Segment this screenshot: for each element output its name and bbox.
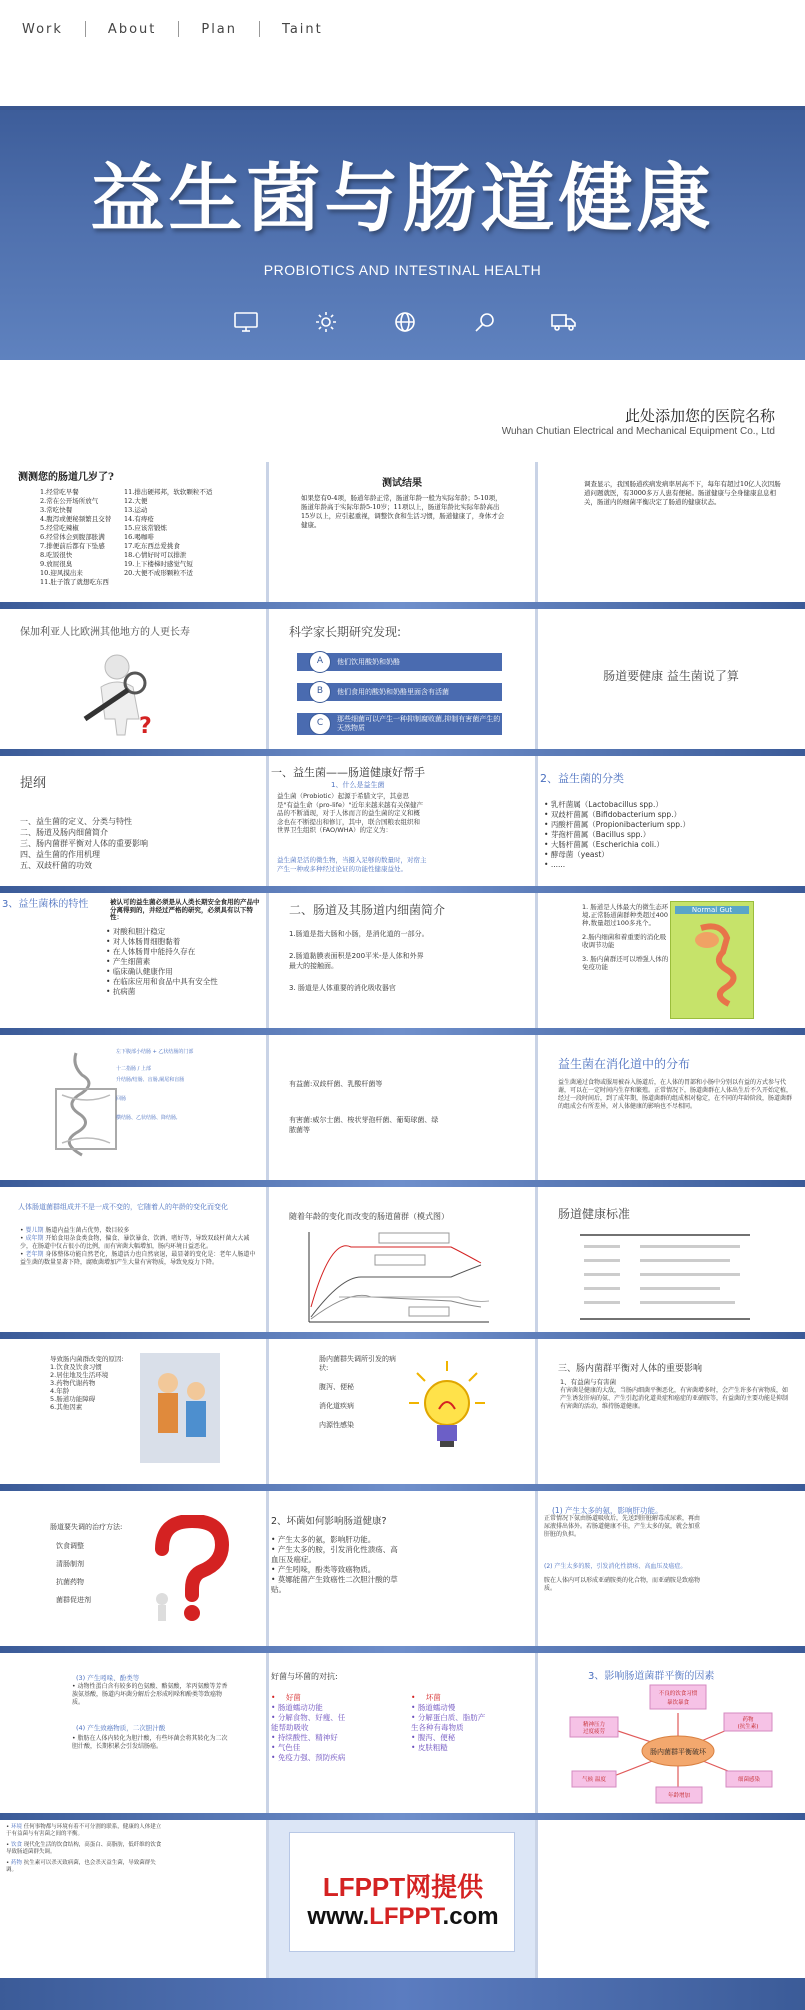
age-item: • 老年期 身体整体功能自然老化，肠道活力也自然衰退，最显著的变化是：老年人肠道中益生菌的数量显著下降，腐败菌增加产生大量有害物质，导致免疫力下降。 bbox=[20, 1251, 256, 1266]
slide-environment-factors[interactable] bbox=[0, 1820, 266, 1978]
list-item-text: 产生吲哚，酚类等致癌物质。 bbox=[277, 1565, 376, 1574]
slide-title: 人体肠道菌群组成并不是一成不变的，它随着人的年龄的变化而变化 bbox=[18, 1203, 228, 1211]
traits-list bbox=[106, 927, 264, 997]
list-item-text: 丙酸杆菌属（Propionibacterium spp.） bbox=[550, 820, 690, 829]
list-item: • 丙酸杆菌属（Propionibacterium spp.） bbox=[544, 820, 690, 829]
list-item: • 在人体肠胃中能持久存在 bbox=[106, 947, 196, 956]
url-suffix: .com bbox=[442, 1903, 499, 1930]
list-item-text: 坏菌 bbox=[425, 1693, 441, 1702]
slide-title: 3、影响肠道菌群平衡的因素 bbox=[588, 1671, 715, 1682]
age-text: 肠道内益生菌占优势，数目较多 bbox=[45, 1227, 130, 1234]
factor-text: 现代化生活的饮食结构，高蛋白、高脂肪，低纤维的饮食导致肠道菌群失调。 bbox=[6, 1842, 162, 1855]
slide-title: 好菌与坏菌的对抗: bbox=[271, 1672, 338, 1681]
slide-subtitle: 1、什么是益生菌 bbox=[331, 781, 385, 789]
quiz-item: 9.放屁很臭 bbox=[40, 560, 73, 568]
treatment-item: 清肠制剂 bbox=[56, 1560, 84, 1568]
credit-line-1: LFPPT网提供 bbox=[322, 1872, 484, 1902]
slide-age-flora-change[interactable] bbox=[0, 1187, 266, 1332]
slide-body: 益生菌（Probiotic）起源于希腊文字，其意思是"有益生命（pro-life）"近年来越来越有关保健产品的不断涌现，对于人体而言的益生菌的定义和概念也在不断提出和修订，其中，联合国粮农组织和世界卫生组织（FAO/WHA）的定义为： bbox=[277, 792, 423, 834]
slide-flora-balance-impact[interactable] bbox=[538, 1339, 804, 1484]
good-bacteria-list bbox=[271, 1693, 346, 1763]
fact-item: 1. 肠道是人体最大的微生态环境,正常肠道菌群种类超过400种,数量超过100多兆个。 bbox=[582, 903, 669, 927]
quiz-item: 3.常吃快餐 bbox=[40, 506, 73, 514]
factor-term: 环境 bbox=[11, 1824, 23, 1830]
svg-text:?: ? bbox=[139, 714, 152, 739]
slide-gut-microbiota[interactable] bbox=[538, 893, 804, 1028]
symptom-item: 消化道疾病 bbox=[319, 1402, 354, 1410]
list-item: • 皮肤粗糙 bbox=[411, 1743, 448, 1752]
row-divider bbox=[0, 749, 805, 756]
slide-probiotic-definition[interactable] bbox=[269, 756, 535, 886]
cause-item: 4.年龄 bbox=[50, 1387, 70, 1395]
list-item-text: 双歧杆菌属（Bifidobacterium spp.） bbox=[550, 810, 682, 819]
slide-highlight: 益生菌是活的微生物，当摄入足够的数量时，对宿主产生一种或多种经过论证的功能性健康益处。 bbox=[277, 856, 427, 873]
list-item: • 乳杆菌属（Lactobacillus spp.） bbox=[544, 800, 663, 809]
factor-label: (抗生素) bbox=[737, 1724, 759, 1730]
slide-probiotic-distribution[interactable] bbox=[538, 1035, 804, 1180]
slide-body: 正常情况下氨由肠道吸收后，先送到肝脏解毒成尿素，再由尿液排出体外。若肠道健康不佳，产生太多的氨，就会加重肝脏的负担。 bbox=[544, 1515, 701, 1538]
slide-good-bad-bacteria[interactable] bbox=[269, 1035, 535, 1180]
slide-gut-health-tagline[interactable] bbox=[538, 609, 804, 749]
truck-icon[interactable] bbox=[548, 310, 580, 334]
row-divider bbox=[0, 1332, 805, 1339]
list-item-text: 分解蛋白质、脂肪产生各种有毒物质 bbox=[411, 1713, 486, 1732]
slide-gut-health-standard[interactable] bbox=[538, 1187, 804, 1332]
list-item-text: 对酸和胆汁稳定 bbox=[112, 927, 166, 936]
body-text: 脂肪在人体内转化为胆汁酸，有些坏菌会将其转化为二次胆汁酸，长期积累会引发结肠癌。 bbox=[72, 1735, 228, 1750]
diagram-label: 横结肠、乙状结肠、降结肠, bbox=[116, 1115, 178, 1121]
outline-list bbox=[20, 816, 260, 871]
good-bacteria-text: 有益菌:双歧杆菌、乳酸杆菌等 bbox=[289, 1080, 383, 1088]
diagram-label: 回肠 bbox=[116, 1096, 127, 1102]
list-item: • 肠道蠕动功能 bbox=[271, 1703, 323, 1712]
factor-text: 任何事物都与环境有着不可分割的联系，健康的人体建立于有益菌与有害菌之间的平衡。 bbox=[6, 1824, 162, 1837]
credit-line-2[interactable] bbox=[290, 1903, 516, 1931]
slide-row-7 bbox=[0, 1339, 805, 1484]
slide-row-1 bbox=[0, 462, 805, 602]
nav-item-taint[interactable]: Taint bbox=[282, 21, 323, 37]
age-term: 成年期 bbox=[25, 1235, 44, 1242]
slide-row-6 bbox=[0, 1187, 805, 1332]
hero-icon-row bbox=[230, 310, 580, 334]
hero-title: 益生菌与肠道健康 bbox=[90, 156, 715, 242]
slide-title: 科学家长期研究发现: bbox=[289, 625, 402, 639]
finding-text: 那些细菌可以产生一种抑制腐败菌,抑制有害菌产生的天然物质 bbox=[337, 715, 501, 732]
slide-scientist-findings[interactable] bbox=[269, 609, 535, 749]
fact-item: 2.肠内细菌和着重要的消化吸收调节功能 bbox=[582, 933, 667, 949]
slide-subtitle: (1) 产生太多的氨，影响肝功能。 bbox=[552, 1506, 663, 1515]
list-item: • 持续酸性、精神好 bbox=[271, 1733, 338, 1742]
slide-title: 益生菌在消化道中的分布 bbox=[558, 1057, 691, 1071]
globe-icon[interactable] bbox=[389, 310, 421, 334]
quiz-item: 4.腹泻或便秘频繁且交替 bbox=[40, 515, 112, 523]
slide-title: 一、益生菌——肠道健康好帮手 bbox=[271, 766, 425, 779]
quiz-item: 2.常在公开场所放气 bbox=[40, 497, 99, 505]
quiz-list-right bbox=[124, 488, 264, 578]
cause-item: 3.药物代谢药物 bbox=[50, 1379, 96, 1387]
credit-box bbox=[289, 1832, 515, 1952]
quiz-item: 11.排出硬邦邦，软软颗粒不适 bbox=[124, 488, 213, 496]
nav-item-about[interactable]: About bbox=[107, 21, 157, 37]
list-item-text: 气色佳 bbox=[277, 1743, 301, 1752]
row-divider bbox=[0, 1180, 805, 1187]
slide-bulgaria[interactable] bbox=[0, 609, 266, 749]
list-item: • 产生太多的氨，影响肝功能。 bbox=[271, 1535, 376, 1544]
list-item-text: 产生太多的氨，影响肝功能。 bbox=[277, 1535, 376, 1544]
slide-title: 2、坏菌如何影响肠道健康? bbox=[271, 1516, 387, 1527]
age-text: 身体整体功能自然老化，肠道活力也自然衰退，最显著的变化是：老年人肠道中益生菌的数量显著下降，腐败菌增加产生大量有害物质，导致免疫力下降。 bbox=[20, 1251, 256, 1266]
cause-item: 5.肠道功能障碍 bbox=[50, 1395, 96, 1403]
quiz-item: 18.心情好时可以排泄 bbox=[124, 551, 187, 559]
classification-list bbox=[544, 800, 794, 870]
factor-label: 精神压力 bbox=[582, 1722, 606, 1728]
slide-digestive-diagram[interactable] bbox=[0, 1035, 266, 1180]
treatment-list bbox=[50, 1523, 130, 1605]
row-divider bbox=[0, 1028, 805, 1035]
slide-lfppt-credit[interactable] bbox=[269, 1820, 535, 1978]
age-text: 开始食用杂食类食物，偏食、暴饮暴食、饮酒、嗜好等，导致双歧杆菌大大减少，在肠道中仅占很小的比例，而有害菌大幅增加，肠内环境日益恶化。 bbox=[20, 1235, 250, 1250]
factor-label: 过度疲劳 bbox=[582, 1729, 606, 1735]
list-item-text: 皮肤粗糙 bbox=[417, 1743, 448, 1752]
slide-intro: 被认可的益生菌必须是从人类长期安全食用的产品中分离得到的，并经过严格的研究，必须具有以下特性： bbox=[110, 898, 260, 921]
slide-row-3 bbox=[0, 756, 805, 886]
hospital-name: 此处添加您的医院名称 bbox=[624, 407, 775, 425]
list-item: • 大肠杆菌属（Escherichia coli.） bbox=[544, 840, 664, 849]
nav-item-work[interactable]: Work bbox=[22, 21, 63, 37]
slide-title: 二、肠道及其肠道内细菌简介 bbox=[289, 903, 446, 917]
light-bulb-icon bbox=[407, 1359, 487, 1459]
list-item: • ...... bbox=[544, 860, 566, 869]
treatment-item: 菌群促进剂 bbox=[56, 1596, 91, 1604]
quiz-item: 17.吃东西总爱挑食 bbox=[124, 542, 180, 550]
flora-age-chart bbox=[299, 1227, 499, 1327]
quiz-item: 12.大便 bbox=[124, 497, 148, 505]
slide-body: 调查显示，我国肠道疾病发病率居高不下，每年有超过10亿人次因肠道问题就医，有3000多万人患有便秘。肠道健康与全身健康息息相关，肠道内的细菌平衡决定了肠道的健康状态。 bbox=[584, 480, 781, 506]
list-item: • 好菌 bbox=[271, 1693, 301, 1702]
factor-label: 药物 bbox=[742, 1717, 754, 1723]
finding-text: 他们食用的酸奶和奶酪里面含有活菌 bbox=[337, 688, 449, 696]
slide-body: • 动物性蛋白含有较多的色氨酸、酪氨酸，苯丙氨酸等芳香族氨基酸，肠道内坏菌分解后会形成吲哚和酚类等致癌物质。 bbox=[72, 1683, 228, 1706]
factors-diagram bbox=[568, 1683, 788, 1808]
gear-icon[interactable] bbox=[310, 310, 342, 334]
list-item-text: ...... bbox=[550, 860, 566, 869]
cause-item: 6.其他因素 bbox=[50, 1403, 83, 1411]
slide-body: 如果您有0-4项，肠道年龄正常，肠道年龄一般为实际年龄；5-10项，肠道年龄高于实际年龄5-10岁；11项以上，肠道年龄比实际年龄高出15岁以上，应引起重视，调整饮食和生活习惯，肠道健康了，身体才会健康。 bbox=[301, 494, 505, 529]
normal-gut-image bbox=[670, 901, 754, 1019]
slide-strain-traits[interactable] bbox=[0, 893, 266, 1028]
list-item: • 坏菌 bbox=[411, 1693, 441, 1702]
list-item: • 免疫力强、预防疾病 bbox=[271, 1753, 346, 1762]
list-item-text: 在临床应用和食品中具有安全性 bbox=[112, 977, 218, 986]
slide-subtitle-2: (4) 产生致癌物质，二次胆汁酸 bbox=[76, 1724, 166, 1732]
quiz-item: 14.有痔疮 bbox=[124, 515, 154, 523]
slide-subtitle: (3) 产生吲哚、酚类等 bbox=[76, 1674, 140, 1682]
slide-intestine-intro[interactable] bbox=[269, 893, 535, 1028]
list-item-text: 在人体肠胃中能持久存在 bbox=[112, 947, 196, 956]
slide-title: 随着年龄的变化而改变的肠道菌群（模式图） bbox=[289, 1212, 449, 1221]
slide-title: 3、益生菌株的特性 bbox=[2, 899, 89, 910]
body-text: 动物性蛋白含有较多的色氨酸、酪氨酸，苯丙氨酸等芳香族氨基酸，肠道内坏菌分解后会形成吲哚和酚类等致癌物质。 bbox=[72, 1683, 228, 1706]
row-divider bbox=[0, 1484, 805, 1491]
nav-divider bbox=[259, 21, 260, 37]
slide-subtitle: 1、有益菌与有害菌 bbox=[560, 1378, 617, 1386]
factor-text: 抗生素可以杀灭致病菌，也会杀灭益生菌，导致菌群失调。 bbox=[6, 1860, 156, 1873]
list-item-text: 乳杆菌属（Lactobacillus spp.） bbox=[550, 800, 663, 809]
list-item: • 抗病菌 bbox=[106, 987, 136, 996]
people-cartoon-image bbox=[140, 1353, 220, 1463]
row-divider bbox=[0, 602, 805, 609]
bad-bacteria-text: 有害菌:威尔士菌、梭状芽孢杆菌、葡萄球菌、绿脓菌等 bbox=[289, 1116, 439, 1134]
symptom-item: 腹泻、便秘 bbox=[319, 1383, 354, 1391]
list-item: • 产生吲哚，酚类等致癌物质。 bbox=[271, 1565, 376, 1574]
list-item-text: 临床确认健康作用 bbox=[112, 967, 173, 976]
url-prefix: www. bbox=[307, 1903, 370, 1930]
quiz-item: 6.经常体会到腹部胀满 bbox=[40, 533, 105, 541]
list-item-text: 分解食物、好瘦、任能帮助吸收 bbox=[271, 1713, 346, 1732]
fact-item: 3. 肠内菌群还可以增强人体的免疫功能 bbox=[582, 955, 669, 971]
list-item: • 芽孢杆菌属（Bacillus spp.） bbox=[544, 830, 651, 839]
list-item-text: 大肠杆菌属（Escherichia coli.） bbox=[550, 840, 664, 849]
age-item: • 成年期 开始食用杂食类食物，偏食、暴饮暴食、饮酒、嗜好等，导致双歧杆菌大大减少，在肠道中仅占很小的比例，而有害菌大幅增加，肠内环境日益恶化。 bbox=[20, 1235, 250, 1250]
quiz-item: 1.经常吃早餐 bbox=[40, 488, 79, 496]
cause-item: 1.饮食及饮食习惯 bbox=[50, 1363, 102, 1371]
slide-body-2: • 脂肪在人体内转化为胆汁酸，有些坏菌会将其转化为二次胆汁酸，长期积累会引发结肠癌。 bbox=[72, 1735, 228, 1750]
slide-outline[interactable] bbox=[0, 756, 266, 886]
outline-item: 一、益生菌的定义、分类与特性 bbox=[20, 817, 132, 826]
diagram-labels bbox=[116, 1049, 256, 1122]
row-divider bbox=[0, 886, 805, 893]
list-item: • 气色佳 bbox=[271, 1743, 301, 1752]
causes-title: 导致肠内菌群改变的原因: bbox=[50, 1355, 124, 1363]
factor-item: • 环境 任何事物都与环境有着不可分割的联系，健康的人体建立于有益菌与有害菌之间的平衡。 bbox=[6, 1824, 162, 1837]
hero-subtitle: PROBIOTICS AND INTESTINAL HEALTH bbox=[263, 262, 542, 278]
bottom-bar bbox=[0, 1978, 805, 2010]
quiz-item: 20.大便不成形颗粒不适 bbox=[124, 569, 193, 577]
row-divider bbox=[0, 1813, 805, 1820]
list-item-text: 产生太多的胺，引发消化性溃疡、高血压及癌症。 bbox=[271, 1545, 398, 1564]
factor-label: 暴饮暴食 bbox=[666, 1700, 690, 1706]
age-list bbox=[20, 1227, 256, 1267]
cause-item: 2.居住地及生活环境 bbox=[50, 1371, 109, 1379]
row-divider bbox=[0, 1646, 805, 1653]
slide-dysbiosis-treatment[interactable] bbox=[0, 1491, 266, 1646]
effects-list bbox=[271, 1535, 401, 1595]
slide-title: 三、肠内菌群平衡对人体的重要影响 bbox=[558, 1364, 703, 1374]
symptoms-list bbox=[319, 1355, 399, 1430]
causes-list bbox=[50, 1355, 150, 1411]
slide-good-vs-bad[interactable] bbox=[269, 1653, 535, 1813]
fact-item: 1.肠道是指大肠和小肠，是消化道的一部分。 bbox=[289, 930, 429, 938]
question-mark-illustration bbox=[140, 1515, 230, 1625]
top-navigation bbox=[0, 0, 805, 58]
treatment-item: 抗菌药物 bbox=[56, 1578, 84, 1586]
list-item: • 分解食物、好瘦、任能帮助吸收 bbox=[271, 1713, 346, 1732]
factor-label: 年龄增加 bbox=[667, 1793, 691, 1799]
fact-item: 3. 肠道是人体重要的消化吸收器官 bbox=[289, 984, 396, 992]
factors-list bbox=[6, 1824, 166, 1874]
slide-row-2 bbox=[0, 609, 805, 749]
slide-flora-age-chart[interactable] bbox=[269, 1187, 535, 1332]
slide-dysbiosis-symptoms[interactable] bbox=[269, 1339, 535, 1484]
slide-ammonia-amine[interactable] bbox=[538, 1491, 804, 1646]
center-label: 肠内菌群平衡破坏 bbox=[650, 1748, 706, 1756]
slide-title: 测试结果 bbox=[382, 478, 422, 489]
finding-a-badge: A bbox=[309, 651, 331, 673]
image-label: Normal Gut bbox=[675, 906, 749, 914]
slide-subtitle-2: (2) 产生太多的胺，引发消化性溃疡、高血压及癌症。 bbox=[544, 1563, 687, 1570]
slide-body: 益生菌通过食物或服用被吞入肠道后，在人体的胃部和小肠中分别以有益的方式参与代谢，可以在一定时间内生存和繁殖。正常情况下，肠道菌群在人体出生后不久开始定植，经过一段时间后，到了成年期，肠道菌群的组成相对稳定，在不同的年龄阶段，肠道菌群的组成会有所差异，对人体健康的影响也不尽相同。 bbox=[558, 1079, 793, 1110]
slide-flora-change-causes[interactable] bbox=[0, 1339, 266, 1484]
factor-term: 药物 bbox=[11, 1860, 23, 1866]
age-term: 婴儿期 bbox=[25, 1227, 44, 1234]
slide-intestine-age-quiz[interactable] bbox=[0, 462, 266, 602]
slide-row-5 bbox=[0, 1035, 805, 1180]
diagram-label: 左下腹部小结肠 + 乙状结肠的门部 bbox=[116, 1049, 194, 1055]
url-brand: LFPPT bbox=[369, 1903, 443, 1930]
list-item: • 临床确认健康作用 bbox=[106, 967, 173, 976]
factor-label: 气候 温度 bbox=[582, 1777, 606, 1783]
list-item: • 酵母菌（yeast） bbox=[544, 850, 609, 859]
list-item-text: 腹泻、便秘 bbox=[417, 1733, 456, 1742]
slide-text: 肠道要健康 益生菌说了算 bbox=[603, 669, 739, 683]
slide-survey-statement[interactable] bbox=[538, 462, 804, 602]
slide-title: 测测您的肠道几岁了? bbox=[18, 472, 114, 483]
diagram-label: 十二指肠 / 上部 bbox=[116, 1066, 151, 1072]
treatment-item: 饮食调整 bbox=[56, 1542, 84, 1550]
company-name-en: Wuhan Chutian Electrical and Mechanical Equipment Co., Ltd bbox=[501, 426, 775, 437]
search-icon[interactable] bbox=[469, 310, 501, 334]
list-item: • 腹泻、便秘 bbox=[411, 1733, 456, 1742]
fact-item: 2.肠道黏膜表面积是200平米-是人体和外界最大的接触面。 bbox=[289, 952, 424, 970]
person-magnifier-illustration bbox=[75, 649, 175, 739]
intestine-facts bbox=[289, 929, 429, 993]
slide-test-result[interactable] bbox=[269, 462, 535, 602]
nav-item-plan[interactable]: Plan bbox=[201, 21, 238, 37]
list-item-text: 产生细菌素 bbox=[112, 957, 151, 966]
list-item-text: 肠道蠕动慢 bbox=[417, 1703, 456, 1712]
factor-term: 饮食 bbox=[11, 1842, 23, 1848]
factor-item: • 药物 抗生素可以杀灭致病菌，也会杀灭益生菌，导致菌群失调。 bbox=[6, 1860, 156, 1873]
outline-item: 三、肠内菌群平衡对人体的重要影响 bbox=[20, 839, 148, 848]
slide-body-2: 胺在人体内可以形成亚硝胺类的化合物，而亚硝胺是致癌物质。 bbox=[544, 1577, 701, 1592]
age-term: 老年期 bbox=[25, 1251, 44, 1258]
outline-item: 五、双歧杆菌的功效 bbox=[20, 861, 92, 870]
slide-empty bbox=[538, 1820, 804, 1978]
symptom-item: 内源性感染 bbox=[319, 1421, 354, 1429]
list-item-text: 抗病菌 bbox=[112, 987, 136, 996]
list-item: • 对人体肠胃细胞黏着 bbox=[106, 937, 181, 946]
list-item-text: 持续酸性、精神好 bbox=[277, 1733, 338, 1742]
list-item: • 分解蛋白质、脂肪产生各种有毒物质 bbox=[411, 1713, 486, 1732]
list-item: • 产生细菌素 bbox=[106, 957, 151, 966]
list-item: • 对酸和胆汁稳定 bbox=[106, 927, 166, 936]
list-item: • 双歧杆菌属（Bifidobacterium spp.） bbox=[544, 810, 682, 819]
quiz-item: 5.经常吃辣椒 bbox=[40, 524, 79, 532]
list-item: • 莫娜能菌产生致癌性二次胆汁酸的草贴。 bbox=[271, 1575, 398, 1594]
quiz-item: 8.吃饭很快 bbox=[40, 551, 73, 559]
slide-bad-bacteria-effects[interactable] bbox=[269, 1491, 535, 1646]
slide-row-9 bbox=[0, 1653, 805, 1813]
slide-body: 有害菌是健康的大敌，当肠内细菌平衡恶化，有害菌增多时，会产生许多有害物质，如产生诱发肝病的氨、产生引起消化道炎症和癌症的亚硝胺等，有益菌的主要功能是抑制有害菌的活动，维持肠道健康。 bbox=[560, 1387, 789, 1410]
finding-c-badge: C bbox=[309, 713, 331, 735]
quiz-item: 19.上下楼梯时感觉气短 bbox=[124, 560, 193, 568]
bad-bacteria-list bbox=[411, 1693, 491, 1753]
health-standard-table bbox=[580, 1233, 750, 1321]
list-item-text: 肠道蠕动功能 bbox=[277, 1703, 323, 1712]
list-item-text: 酵母菌（yeast） bbox=[550, 850, 609, 859]
factor-label: 不良的饮食习惯 bbox=[658, 1691, 698, 1697]
list-item-text: 好菌 bbox=[285, 1693, 301, 1702]
list-item-text: 免疫力强、预防疾病 bbox=[277, 1753, 346, 1762]
symptoms-title: 肠内菌群失调所引发的病状: bbox=[319, 1355, 396, 1372]
gut-illustration bbox=[671, 918, 755, 1018]
quiz-item: 15.应该常锻炼 bbox=[124, 524, 167, 532]
list-item: • 在临床应用和食品中具有安全性 bbox=[106, 977, 218, 986]
slide-title: 提纲 bbox=[20, 776, 47, 791]
outline-item: 四、益生菌的作用机理 bbox=[20, 850, 100, 859]
slide-row-10 bbox=[0, 1820, 805, 1978]
slide-text: 保加利亚人比欧洲其他地方的人更长寿 bbox=[20, 627, 190, 638]
microbiota-facts bbox=[582, 903, 672, 971]
factor-item: • 饮食 现代化生活的饮食结构，高蛋白、高脂肪，低纤维的饮食导致肠道菌群失调。 bbox=[6, 1842, 162, 1855]
slide-carcinogens[interactable] bbox=[0, 1653, 266, 1813]
list-item: • 肠道蠕动慢 bbox=[411, 1703, 456, 1712]
finding-text: 他们饮用酸奶和奶酪 bbox=[337, 658, 400, 666]
nav-divider bbox=[178, 21, 179, 37]
slide-row-8 bbox=[0, 1491, 805, 1646]
diagram-label: 升结肠/结肠、盲肠,阑尾和盲肠 bbox=[116, 1077, 185, 1083]
quiz-item: 10.迎风摸出来 bbox=[40, 569, 83, 577]
list-item-text: 对人体肠胃细胞黏着 bbox=[112, 937, 181, 946]
monitor-icon[interactable] bbox=[230, 310, 262, 334]
list-item: • 产生太多的胺，引发消化性溃疡、高血压及癌症。 bbox=[271, 1545, 398, 1564]
list-item-text: 芽孢杆菌属（Bacillus spp.） bbox=[550, 830, 651, 839]
quiz-item: 7.排便前后都有下坠感 bbox=[40, 542, 105, 550]
outline-item: 二、肠道及肠内细菌简介 bbox=[20, 828, 108, 837]
quiz-item: 11.肚子饿了就想吃东西 bbox=[40, 578, 109, 586]
quiz-item: 16.喝咖啡 bbox=[124, 533, 154, 541]
slide-title: 肠道健康标准 bbox=[558, 1207, 631, 1221]
quiz-item: 13.运动 bbox=[124, 506, 148, 514]
list-item-text: 莫娜能菌产生致癌性二次胆汁酸的草贴。 bbox=[271, 1575, 398, 1594]
age-item: • 婴儿期 肠道内益生菌占优势，数目较多 bbox=[20, 1227, 130, 1234]
nav-divider bbox=[85, 21, 86, 37]
factor-label: 细菌感染 bbox=[737, 1777, 761, 1783]
treatment-title: 肠道要失调的治疗方法: bbox=[50, 1523, 123, 1531]
slide-title: 2、益生菌的分类 bbox=[540, 772, 624, 785]
slide-row-4 bbox=[0, 893, 805, 1028]
slide-balance-factors[interactable] bbox=[538, 1653, 804, 1813]
finding-b-badge: B bbox=[309, 681, 331, 703]
slide-probiotic-classification[interactable] bbox=[538, 756, 804, 886]
